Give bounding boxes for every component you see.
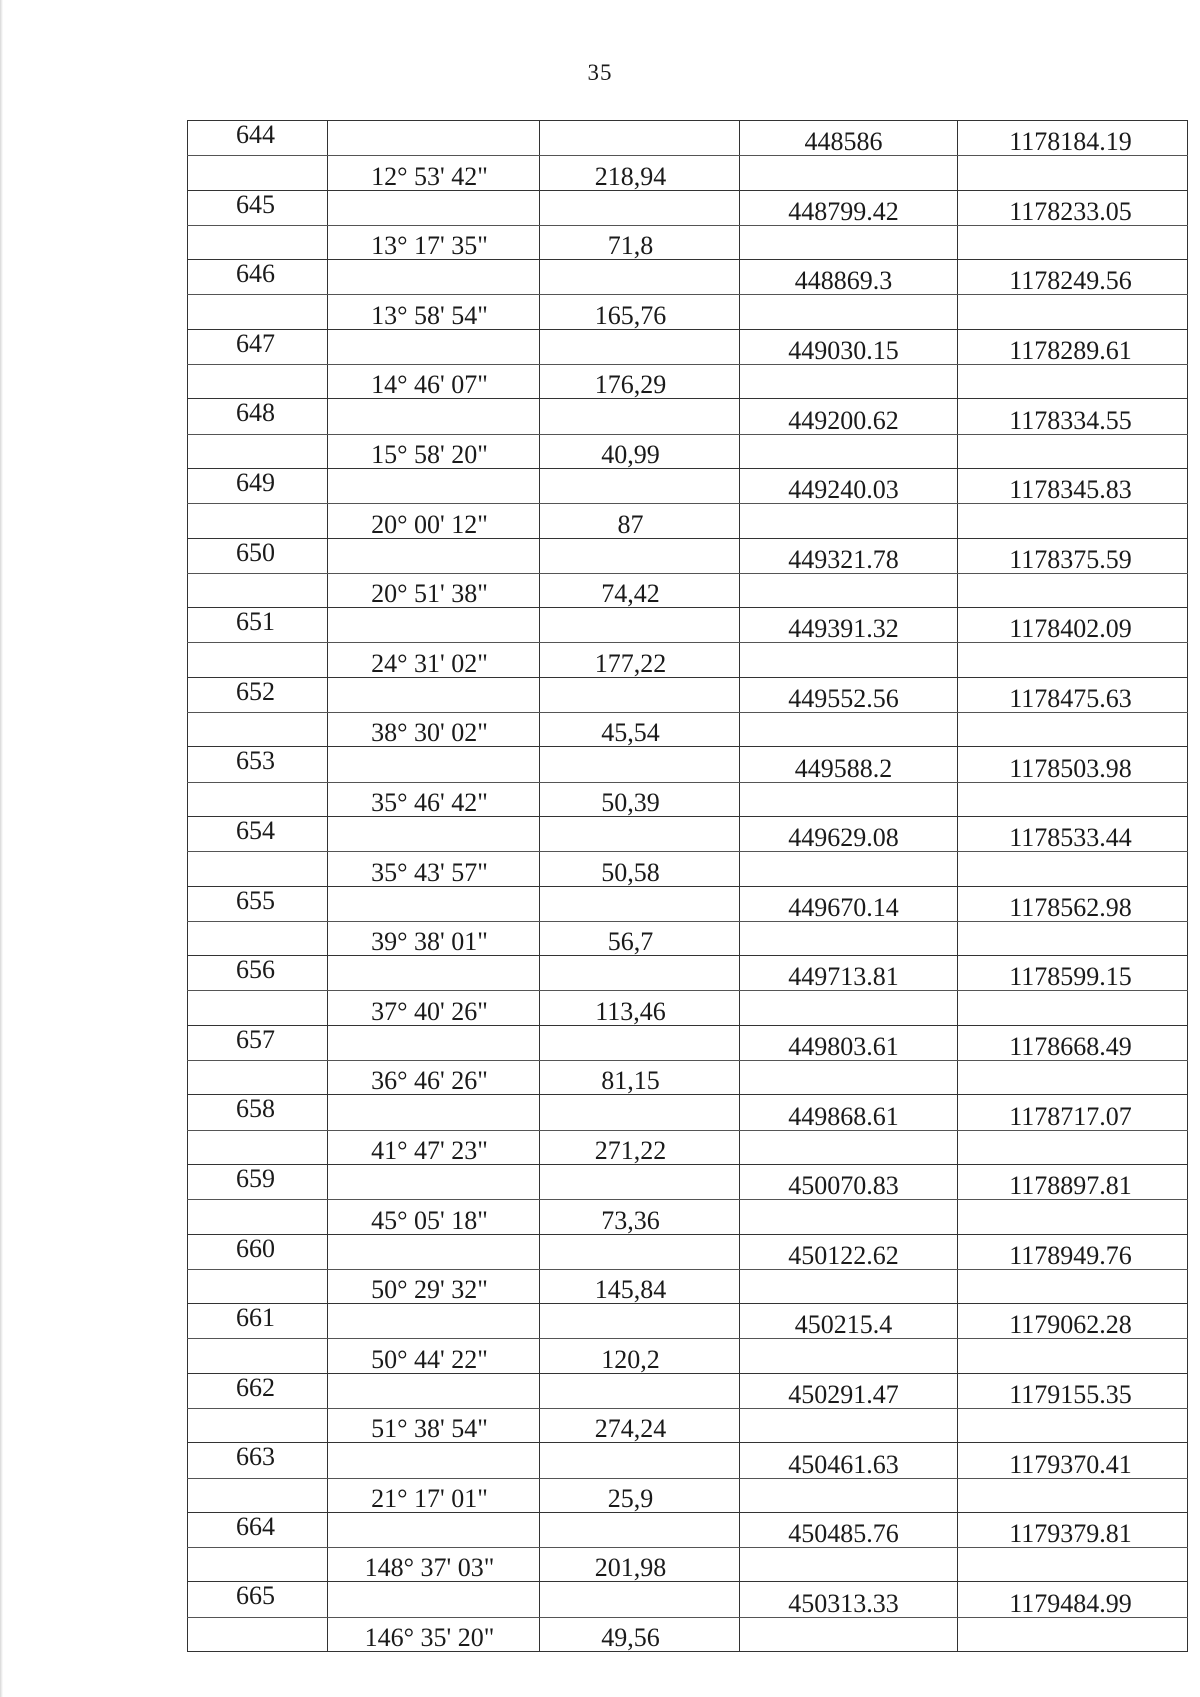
- segment-length-cell: 50,39: [540, 782, 740, 816]
- empty-cell: [188, 1200, 328, 1234]
- empty-cell: [328, 1512, 540, 1547]
- segment-length-cell: 50,58: [540, 852, 740, 886]
- point-row: [188, 1304, 1188, 1339]
- direction-angle-cell: 38° 30' 02": [328, 713, 540, 747]
- direction-angle-cell: 36° 46' 26": [328, 1061, 540, 1095]
- x-coordinate-cell: 450215.4: [740, 1304, 958, 1339]
- empty-cell: [188, 504, 328, 538]
- direction-angle-cell: 13° 17' 35": [328, 225, 540, 259]
- y-coordinate-cell: 1178897.81: [958, 1164, 1188, 1199]
- x-coordinate-cell: 449391.32: [740, 608, 958, 643]
- direction-angle-cell: 12° 53' 42": [328, 156, 540, 190]
- segment-length-cell: 165,76: [540, 295, 740, 329]
- segment-length-cell: 81,15: [540, 1061, 740, 1095]
- x-coordinate-cell: 450313.33: [740, 1582, 958, 1617]
- point-number-cell: 644: [188, 121, 328, 156]
- y-coordinate-cell: 1179484.99: [958, 1582, 1188, 1617]
- point-row: [188, 121, 1188, 156]
- direction-angle-cell: 50° 29' 32": [328, 1269, 540, 1303]
- segment-row: [188, 1130, 1188, 1164]
- y-coordinate-cell: 1178233.05: [958, 190, 1188, 225]
- point-number-cell: 665: [188, 1582, 328, 1617]
- empty-cell: [540, 1582, 740, 1617]
- empty-cell: [540, 121, 740, 156]
- segment-length-cell: 87: [540, 504, 740, 538]
- empty-cell: [958, 156, 1188, 190]
- empty-cell: [188, 1548, 328, 1582]
- coordinates-table: [187, 120, 1188, 1652]
- y-coordinate-cell: 1178289.61: [958, 329, 1188, 364]
- point-row: [188, 329, 1188, 364]
- empty-cell: [328, 886, 540, 921]
- empty-cell: [958, 1269, 1188, 1303]
- direction-angle-cell: 146° 35' 20": [328, 1617, 540, 1651]
- point-number-cell: 662: [188, 1373, 328, 1408]
- empty-cell: [540, 1164, 740, 1199]
- empty-cell: [188, 1061, 328, 1095]
- empty-cell: [328, 1025, 540, 1060]
- segment-row: [188, 1200, 1188, 1234]
- x-coordinate-cell: 449588.2: [740, 747, 958, 782]
- point-row: [188, 956, 1188, 991]
- x-coordinate-cell: 450070.83: [740, 1164, 958, 1199]
- empty-cell: [188, 1339, 328, 1373]
- empty-cell: [188, 225, 328, 259]
- empty-cell: [540, 1373, 740, 1408]
- empty-cell: [188, 156, 328, 190]
- empty-cell: [188, 1478, 328, 1512]
- segment-length-cell: 274,24: [540, 1408, 740, 1442]
- x-coordinate-cell: 449670.14: [740, 886, 958, 921]
- x-coordinate-cell: 449200.62: [740, 399, 958, 434]
- direction-angle-cell: 37° 40' 26": [328, 991, 540, 1025]
- y-coordinate-cell: 1179155.35: [958, 1373, 1188, 1408]
- empty-cell: [188, 365, 328, 399]
- empty-cell: [740, 1130, 958, 1164]
- x-coordinate-cell: 448799.42: [740, 190, 958, 225]
- point-row: [188, 1582, 1188, 1617]
- empty-cell: [540, 1234, 740, 1269]
- point-number-cell: 657: [188, 1025, 328, 1060]
- empty-cell: [328, 190, 540, 225]
- empty-cell: [328, 677, 540, 712]
- empty-cell: [188, 991, 328, 1025]
- point-number-cell: 664: [188, 1512, 328, 1547]
- segment-length-cell: 176,29: [540, 365, 740, 399]
- empty-cell: [328, 1234, 540, 1269]
- empty-cell: [958, 852, 1188, 886]
- segment-length-cell: 120,2: [540, 1339, 740, 1373]
- y-coordinate-cell: 1178345.83: [958, 468, 1188, 503]
- segment-length-cell: 218,94: [540, 156, 740, 190]
- x-coordinate-cell: 450461.63: [740, 1443, 958, 1478]
- point-row: [188, 1164, 1188, 1199]
- empty-cell: [540, 190, 740, 225]
- point-number-cell: 648: [188, 399, 328, 434]
- empty-cell: [958, 713, 1188, 747]
- empty-cell: [328, 1373, 540, 1408]
- empty-cell: [188, 434, 328, 468]
- empty-cell: [740, 1617, 958, 1651]
- empty-cell: [740, 782, 958, 816]
- segment-row: [188, 1339, 1188, 1373]
- point-row: [188, 1512, 1188, 1547]
- y-coordinate-cell: 1178334.55: [958, 399, 1188, 434]
- empty-cell: [540, 329, 740, 364]
- empty-cell: [328, 1095, 540, 1130]
- y-coordinate-cell: 1178599.15: [958, 956, 1188, 991]
- segment-length-cell: 271,22: [540, 1130, 740, 1164]
- point-number-cell: 655: [188, 886, 328, 921]
- segment-row: [188, 504, 1188, 538]
- empty-cell: [958, 782, 1188, 816]
- empty-cell: [328, 1582, 540, 1617]
- point-number-cell: 663: [188, 1443, 328, 1478]
- empty-cell: [958, 991, 1188, 1025]
- empty-cell: [958, 1478, 1188, 1512]
- point-number-cell: 654: [188, 816, 328, 851]
- empty-cell: [958, 434, 1188, 468]
- empty-cell: [740, 504, 958, 538]
- x-coordinate-cell: 449552.56: [740, 677, 958, 712]
- segment-row: [188, 225, 1188, 259]
- y-coordinate-cell: 1178402.09: [958, 608, 1188, 643]
- empty-cell: [540, 1095, 740, 1130]
- x-coordinate-cell: 449321.78: [740, 538, 958, 573]
- segment-length-cell: 49,56: [540, 1617, 740, 1651]
- point-number-cell: 653: [188, 747, 328, 782]
- empty-cell: [740, 991, 958, 1025]
- y-coordinate-cell: 1179379.81: [958, 1512, 1188, 1547]
- empty-cell: [540, 399, 740, 434]
- y-coordinate-cell: 1178249.56: [958, 260, 1188, 295]
- x-coordinate-cell: 448869.3: [740, 260, 958, 295]
- empty-cell: [328, 816, 540, 851]
- segment-row: [188, 295, 1188, 329]
- x-coordinate-cell: 449240.03: [740, 468, 958, 503]
- y-coordinate-cell: 1178184.19: [958, 121, 1188, 156]
- direction-angle-cell: 51° 38' 54": [328, 1408, 540, 1442]
- empty-cell: [540, 956, 740, 991]
- point-row: [188, 399, 1188, 434]
- segment-length-cell: 74,42: [540, 573, 740, 607]
- direction-angle-cell: 20° 51' 38": [328, 573, 540, 607]
- empty-cell: [740, 1269, 958, 1303]
- scan-edge: [0, 0, 3, 1697]
- empty-cell: [540, 816, 740, 851]
- segment-row: [188, 156, 1188, 190]
- empty-cell: [958, 1130, 1188, 1164]
- y-coordinate-cell: 1179062.28: [958, 1304, 1188, 1339]
- empty-cell: [740, 852, 958, 886]
- empty-cell: [958, 1408, 1188, 1442]
- segment-row: [188, 1269, 1188, 1303]
- direction-angle-cell: 14° 46' 07": [328, 365, 540, 399]
- point-row: [188, 190, 1188, 225]
- point-number-cell: 661: [188, 1304, 328, 1339]
- point-number-cell: 659: [188, 1164, 328, 1199]
- coordinates-table-body: [188, 121, 1188, 1652]
- empty-cell: [958, 921, 1188, 955]
- direction-angle-cell: 35° 43' 57": [328, 852, 540, 886]
- empty-cell: [540, 1512, 740, 1547]
- point-number-cell: 652: [188, 677, 328, 712]
- segment-length-cell: 145,84: [540, 1269, 740, 1303]
- segment-length-cell: 56,7: [540, 921, 740, 955]
- empty-cell: [328, 329, 540, 364]
- segment-row: [188, 1408, 1188, 1442]
- direction-angle-cell: 41° 47' 23": [328, 1130, 540, 1164]
- empty-cell: [540, 1025, 740, 1060]
- empty-cell: [328, 1164, 540, 1199]
- segment-length-cell: 40,99: [540, 434, 740, 468]
- point-row: [188, 1234, 1188, 1269]
- empty-cell: [540, 1304, 740, 1339]
- segment-length-cell: 73,36: [540, 1200, 740, 1234]
- y-coordinate-cell: 1178562.98: [958, 886, 1188, 921]
- empty-cell: [328, 121, 540, 156]
- segment-row: [188, 365, 1188, 399]
- point-row: [188, 1095, 1188, 1130]
- empty-cell: [740, 573, 958, 607]
- direction-angle-cell: 35° 46' 42": [328, 782, 540, 816]
- point-number-cell: 649: [188, 468, 328, 503]
- x-coordinate-cell: 449868.61: [740, 1095, 958, 1130]
- x-coordinate-cell: 450485.76: [740, 1512, 958, 1547]
- empty-cell: [188, 1617, 328, 1651]
- empty-cell: [740, 1339, 958, 1373]
- empty-cell: [188, 295, 328, 329]
- segment-row: [188, 573, 1188, 607]
- empty-cell: [188, 1269, 328, 1303]
- point-row: [188, 886, 1188, 921]
- empty-cell: [328, 468, 540, 503]
- empty-cell: [740, 921, 958, 955]
- point-row: [188, 747, 1188, 782]
- empty-cell: [540, 260, 740, 295]
- empty-cell: [540, 608, 740, 643]
- empty-cell: [958, 573, 1188, 607]
- y-coordinate-cell: 1179370.41: [958, 1443, 1188, 1478]
- point-row: [188, 538, 1188, 573]
- empty-cell: [958, 225, 1188, 259]
- point-number-cell: 658: [188, 1095, 328, 1130]
- x-coordinate-cell: 448586: [740, 121, 958, 156]
- empty-cell: [740, 156, 958, 190]
- empty-cell: [740, 643, 958, 677]
- direction-angle-cell: 39° 38' 01": [328, 921, 540, 955]
- empty-cell: [958, 1617, 1188, 1651]
- empty-cell: [958, 295, 1188, 329]
- empty-cell: [328, 538, 540, 573]
- point-number-cell: 647: [188, 329, 328, 364]
- direction-angle-cell: 24° 31' 02": [328, 643, 540, 677]
- segment-length-cell: 201,98: [540, 1548, 740, 1582]
- empty-cell: [540, 1443, 740, 1478]
- point-row: [188, 1443, 1188, 1478]
- point-row: [188, 677, 1188, 712]
- empty-cell: [188, 1408, 328, 1442]
- x-coordinate-cell: 450291.47: [740, 1373, 958, 1408]
- point-row: [188, 816, 1188, 851]
- empty-cell: [740, 1200, 958, 1234]
- empty-cell: [188, 643, 328, 677]
- empty-cell: [188, 921, 328, 955]
- empty-cell: [540, 538, 740, 573]
- empty-cell: [328, 399, 540, 434]
- segment-row: [188, 991, 1188, 1025]
- point-row: [188, 608, 1188, 643]
- empty-cell: [958, 1548, 1188, 1582]
- point-row: [188, 260, 1188, 295]
- segment-row: [188, 713, 1188, 747]
- empty-cell: [328, 1443, 540, 1478]
- empty-cell: [540, 677, 740, 712]
- empty-cell: [188, 573, 328, 607]
- y-coordinate-cell: 1178533.44: [958, 816, 1188, 851]
- point-number-cell: 646: [188, 260, 328, 295]
- empty-cell: [958, 504, 1188, 538]
- x-coordinate-cell: 450122.62: [740, 1234, 958, 1269]
- empty-cell: [740, 365, 958, 399]
- empty-cell: [188, 852, 328, 886]
- direction-angle-cell: 148° 37' 03": [328, 1548, 540, 1582]
- y-coordinate-cell: 1178375.59: [958, 538, 1188, 573]
- point-row: [188, 1025, 1188, 1060]
- empty-cell: [188, 782, 328, 816]
- segment-row: [188, 1548, 1188, 1582]
- point-number-cell: 656: [188, 956, 328, 991]
- empty-cell: [328, 1304, 540, 1339]
- segment-length-cell: 45,54: [540, 713, 740, 747]
- y-coordinate-cell: 1178503.98: [958, 747, 1188, 782]
- empty-cell: [328, 260, 540, 295]
- segment-row: [188, 1061, 1188, 1095]
- segment-row: [188, 1478, 1188, 1512]
- point-row: [188, 468, 1188, 503]
- empty-cell: [740, 1408, 958, 1442]
- empty-cell: [540, 886, 740, 921]
- direction-angle-cell: 13° 58' 54": [328, 295, 540, 329]
- direction-angle-cell: 15° 58' 20": [328, 434, 540, 468]
- x-coordinate-cell: 449803.61: [740, 1025, 958, 1060]
- empty-cell: [740, 295, 958, 329]
- x-coordinate-cell: 449713.81: [740, 956, 958, 991]
- point-number-cell: 645: [188, 190, 328, 225]
- y-coordinate-cell: 1178668.49: [958, 1025, 1188, 1060]
- segment-row: [188, 852, 1188, 886]
- point-number-cell: 651: [188, 608, 328, 643]
- empty-cell: [328, 608, 540, 643]
- empty-cell: [958, 365, 1188, 399]
- empty-cell: [958, 1061, 1188, 1095]
- empty-cell: [740, 1061, 958, 1095]
- segment-row: [188, 434, 1188, 468]
- empty-cell: [740, 1548, 958, 1582]
- empty-cell: [188, 1130, 328, 1164]
- direction-angle-cell: 21° 17' 01": [328, 1478, 540, 1512]
- page-number: 35: [587, 60, 613, 85]
- segment-length-cell: 25,9: [540, 1478, 740, 1512]
- y-coordinate-cell: 1178717.07: [958, 1095, 1188, 1130]
- empty-cell: [188, 713, 328, 747]
- point-number-cell: 660: [188, 1234, 328, 1269]
- segment-row: [188, 1617, 1188, 1651]
- empty-cell: [328, 747, 540, 782]
- y-coordinate-cell: 1178949.76: [958, 1234, 1188, 1269]
- segment-row: [188, 643, 1188, 677]
- segment-length-cell: 113,46: [540, 991, 740, 1025]
- empty-cell: [328, 956, 540, 991]
- segment-length-cell: 177,22: [540, 643, 740, 677]
- empty-cell: [958, 1339, 1188, 1373]
- empty-cell: [740, 225, 958, 259]
- x-coordinate-cell: 449629.08: [740, 816, 958, 851]
- empty-cell: [540, 468, 740, 503]
- direction-angle-cell: 45° 05' 18": [328, 1200, 540, 1234]
- direction-angle-cell: 20° 00' 12": [328, 504, 540, 538]
- direction-angle-cell: 50° 44' 22": [328, 1339, 540, 1373]
- x-coordinate-cell: 449030.15: [740, 329, 958, 364]
- empty-cell: [958, 643, 1188, 677]
- empty-cell: [740, 434, 958, 468]
- segment-row: [188, 782, 1188, 816]
- point-row: [188, 1373, 1188, 1408]
- empty-cell: [740, 1478, 958, 1512]
- segment-length-cell: 71,8: [540, 225, 740, 259]
- y-coordinate-cell: 1178475.63: [958, 677, 1188, 712]
- point-number-cell: 650: [188, 538, 328, 573]
- empty-cell: [958, 1200, 1188, 1234]
- empty-cell: [540, 747, 740, 782]
- empty-cell: [740, 713, 958, 747]
- segment-row: [188, 921, 1188, 955]
